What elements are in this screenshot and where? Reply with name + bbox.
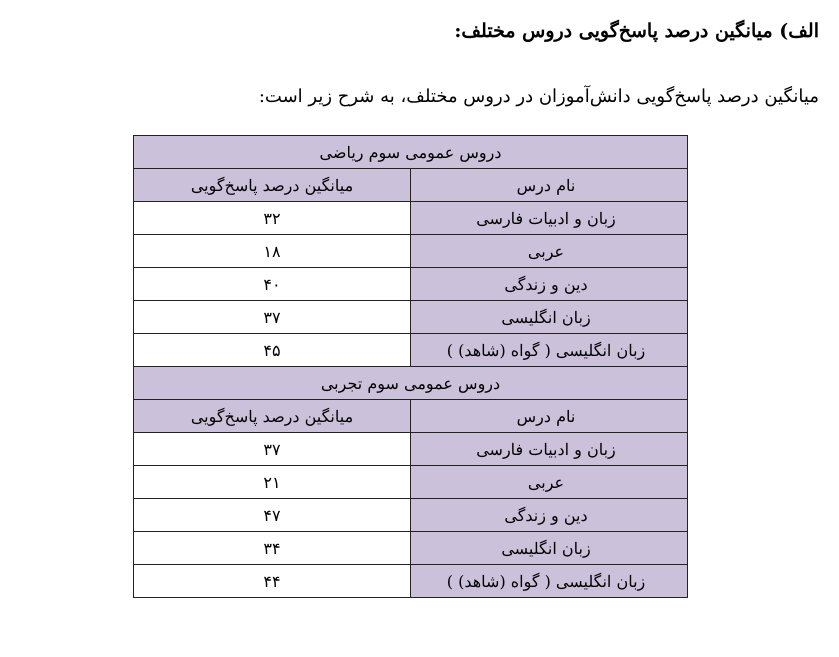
course-average: ۳۲ (134, 202, 411, 235)
section-title: دروس عمومی سوم تجربی (134, 367, 688, 400)
table-row (134, 334, 688, 367)
course-name: زبان انگلیسی ( گواه (شاهد) ) (411, 565, 688, 598)
course-name: عربی (411, 466, 688, 499)
course-name: دین و زندگی (411, 499, 688, 532)
course-average: ۳۴ (134, 532, 411, 565)
course-average: ۴۴ (134, 565, 411, 598)
column-header-row (134, 400, 688, 433)
course-name: زبان انگلیسی (411, 532, 688, 565)
course-name: عربی (411, 235, 688, 268)
column-header-course: نام درس (411, 400, 688, 433)
column-header-row (134, 169, 688, 202)
table-row (134, 532, 688, 565)
course-average: ۲۱ (134, 466, 411, 499)
section-title: دروس عمومی سوم ریاضی (134, 136, 688, 169)
course-name: دین و زندگی (411, 268, 688, 301)
course-average: ۴۰ (134, 268, 411, 301)
course-name: زبان و ادبیات فارسی (411, 202, 688, 235)
table-row (134, 235, 688, 268)
column-header-average: میانگین درصد پاسخ‌گویی (134, 400, 411, 433)
column-header-average: میانگین درصد پاسخ‌گویی (134, 169, 411, 202)
section-title-row (134, 136, 688, 169)
course-average: ۱۸ (134, 235, 411, 268)
scores-table (133, 135, 688, 598)
course-name: زبان انگلیسی ( گواه (شاهد) ) (411, 334, 688, 367)
course-average: ۳۷ (134, 301, 411, 334)
table-row (134, 301, 688, 334)
column-header-course: نام درس (411, 169, 688, 202)
section-title-row (134, 367, 688, 400)
table-row (134, 466, 688, 499)
course-average: ۴۵ (134, 334, 411, 367)
course-average: ۳۷ (134, 433, 411, 466)
table-row (134, 499, 688, 532)
course-name: زبان انگلیسی (411, 301, 688, 334)
course-average: ۴۷ (134, 499, 411, 532)
table-row (134, 565, 688, 598)
table-row (134, 202, 688, 235)
section-heading: الف) میانگین درصد پاسخ‌گویی دروس مختلف: (454, 20, 819, 42)
table-row (134, 268, 688, 301)
intro-paragraph: میانگین درصد پاسخ‌گویی دانش‌آموزان در دروس مختلف، به شرح زیر است: (258, 86, 819, 107)
table-row (134, 433, 688, 466)
course-name: زبان و ادبیات فارسی (411, 433, 688, 466)
